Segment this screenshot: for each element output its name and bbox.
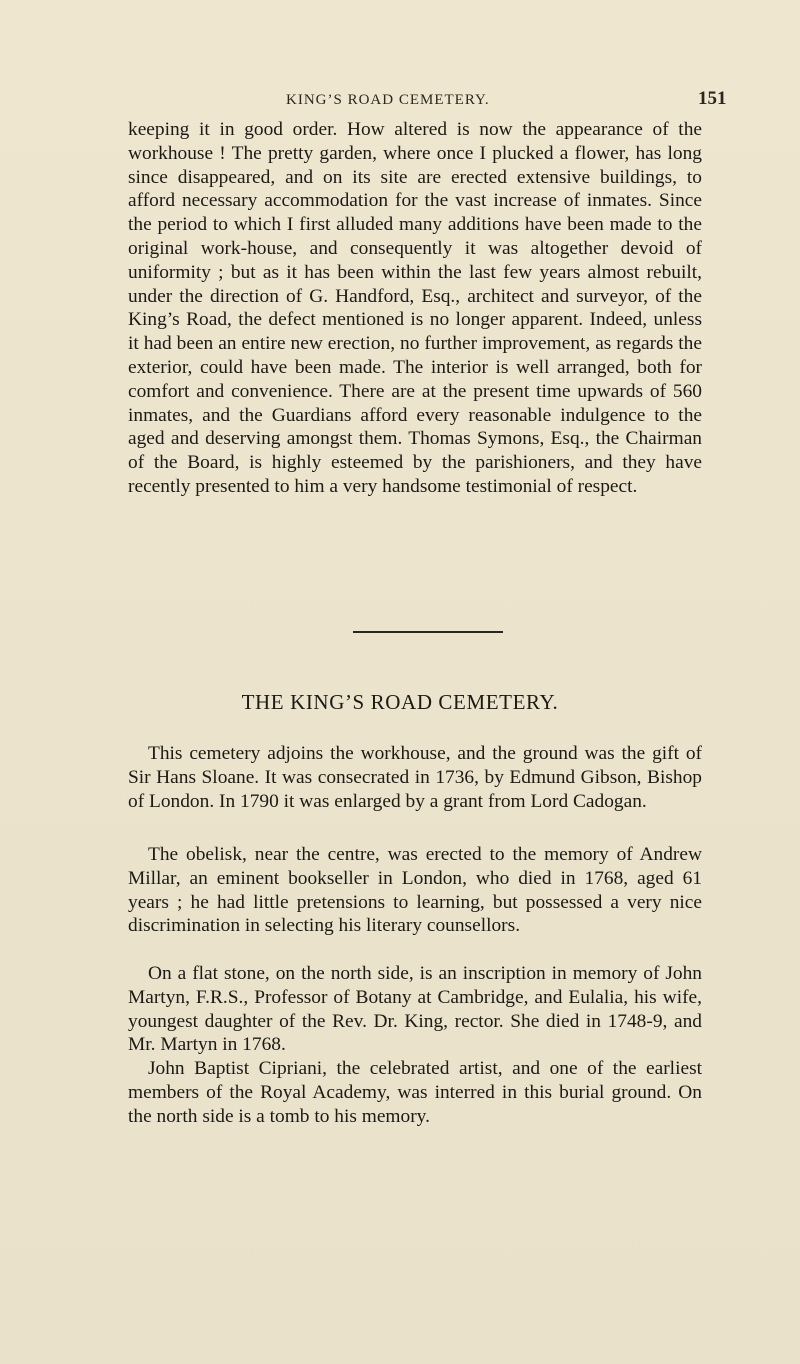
- obelisk-paragraph-block: [128, 843, 702, 938]
- flat-stone-paragraph-block: [128, 962, 702, 1057]
- cipriani-paragraph-block: [128, 1057, 702, 1128]
- section-divider: [353, 631, 503, 633]
- workhouse-paragraph-block: [128, 118, 702, 499]
- workhouse-paragraph: keeping it in good order. How altered is now the appearance of the workhouse ! The pretty garden, where once I plucked a flower, has long since disappeared, and on its site are erected extensive buildings, to afford necessary accommodation for the vast increase of inmates. Since the period to which I first alluded many additions have been made to the original work-house, and consequently it was altogether devoid of uniformity ; but as it has been within the last few years almost rebuilt, under the direction of G. Handford, Esq., architect and surveyor, of the King’s Road, the defect mentioned is no longer apparent. Indeed, unless it had been an entire new erection, no further improvement, as regards the exterior, could have been made. The interior is well arranged, both for comfort and convenience. There are at the present time upwards of 560 inmates, and the Guardians afford every reasonable indulgence to the aged and deserving amongst them. Thomas Symons, Esq., the Chairman of the Board, is highly esteemed by the parishioners, and they have recently presented to him a very handsome testimonial of respect.: [128, 119, 702, 497]
- section-heading: THE KING’S ROAD CEMETERY.: [241, 690, 559, 714]
- cipriani-paragraph: John Baptist Cipriani, the celebrated artist, and one of the earliest members of the Royal Academy, was interred in this burial ground. On the north side is a tomb to his memory.: [128, 1058, 702, 1127]
- page-number: 151: [698, 88, 727, 109]
- cemetery-paragraph-block: [128, 742, 702, 813]
- obelisk-paragraph: The obelisk, near the centre, was erected to the memory of Andrew Millar, an eminent bookseller in London, who died in 1768, aged 61 years ; he had little pretensions to learning, but possessed a very nice discrimination in selecting his literary counsellors.: [128, 844, 702, 937]
- flat-stone-paragraph: On a flat stone, on the north side, is an inscription in memory of John Martyn, F.R.S., Professor of Botany at Cambridge, and Eulalia, his wife, youngest daughter of the Rev. Dr. King, rector. She died in 1748-9, and Mr. Martyn in 1768.: [128, 963, 702, 1056]
- cemetery-paragraph: This cemetery adjoins the workhouse, and the ground was the gift of Sir Hans Sloane. It was consecrated in 1736, by Edmund Gibson, Bishop of London. In 1790 it was enlarged by a grant from Lord Cadogan.: [128, 743, 702, 812]
- running-head: KING’S ROAD CEMETERY.: [286, 92, 490, 108]
